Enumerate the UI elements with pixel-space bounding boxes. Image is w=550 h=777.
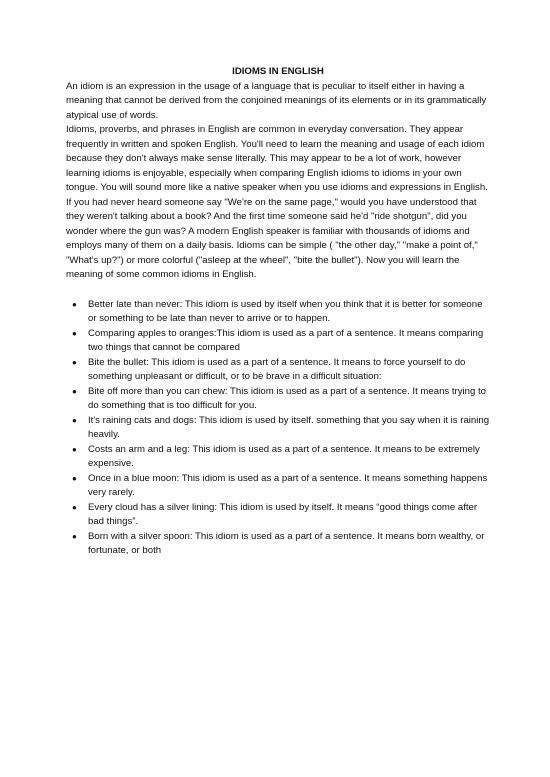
- list-item: [66, 443, 490, 472]
- list-item: [66, 356, 490, 385]
- bullet-icon: ●: [72, 357, 77, 367]
- bullet-icon: ●: [72, 502, 77, 512]
- document-body: [66, 65, 490, 559]
- list-item: [66, 327, 490, 356]
- idiom-text: Once in a blue moon: This idiom is used as a part of a sentence. It means something happens very rarely.: [88, 472, 488, 498]
- idiom-list: [66, 298, 490, 559]
- idiom-text: Bite off more than you can chew: This idiom is used as a part of a sentence. It means trying to do something that is too difficult for you.: [88, 385, 486, 411]
- idiom-text: Costs an arm and a leg: This idiom is used as a part of a sentence. It means to be extremely expensive.: [88, 443, 480, 469]
- paragraph-usage: Idioms, proverbs, and phrases in English are common in everyday conversation. They appear frequently in written and spoken English. You'll need to learn the meaning and usage of each idiom because they don't always make sense literally. This may appear to be a lot of work, however learning idioms is enjoyable, especially when comparing English idioms to idioms in your own tongue. You will sound more like a native speaker when you use idioms and expressions in English.: [66, 124, 488, 193]
- idiom-text: It's raining cats and dogs: This idiom is used by itself. something that you say when it is raining heavily.: [88, 414, 490, 440]
- bullet-icon: ●: [72, 531, 77, 541]
- bullet-icon: ●: [72, 299, 77, 309]
- paragraph-examples: If you had never heard someone say "We're on the same page," would you have understood that they weren't talking about a book? And the first time someone said he'd "ride shotgun", did you wonder where the gun was? A modern English speaker is familiar with thousands of idioms and employs many of them on a daily basis. Idioms can be simple ( "the other day," "make a point of," "What's up?") or more colorful ("asleep at the wheel", "bite the bullet"). Now you will learn the meaning of some common idioms in English.: [66, 196, 478, 280]
- list-item: [66, 385, 490, 414]
- idiom-text: Bite the bullet: This idiom is used as a part of a sentence. It means to force yourself to do something unpleasant or difficult, or to be brave in a difficult situation:: [88, 356, 466, 382]
- idiom-text: Every cloud has a silver lining: This idiom is used by itself. It means “good things come after bad things”.: [88, 501, 478, 527]
- bullet-icon: ●: [72, 415, 77, 425]
- list-item: [66, 414, 490, 443]
- bullet-icon: ●: [72, 473, 77, 483]
- idiom-text: Born with a silver spoon: This idiom is used as a part of a sentence. It means born wealthy, or fortunate, or both: [88, 530, 485, 556]
- list-item: [66, 298, 490, 327]
- document-title: IDIOMS IN ENGLISH: [232, 66, 324, 77]
- bullet-icon: ●: [72, 444, 77, 454]
- bullet-icon: ●: [72, 328, 77, 338]
- list-item: [66, 530, 490, 559]
- idiom-text: Comparing apples to oranges:This idiom is used as a part of a sentence. It means comparing two things that cannot be compared: [88, 327, 484, 353]
- list-item: [66, 472, 490, 501]
- idiom-text: Better late than never: This idiom is used by itself when you think that it is better for someone or something to be late than never to arrive or to happen.: [88, 298, 483, 324]
- paragraph-definition: An idiom is an expression in the usage of a language that is peculiar to itself either in having a meaning that cannot be derived from the conjoined meanings of its elements or in its grammatically atypical use of words.: [66, 80, 487, 121]
- list-item: [66, 501, 490, 530]
- bullet-icon: ●: [72, 386, 77, 396]
